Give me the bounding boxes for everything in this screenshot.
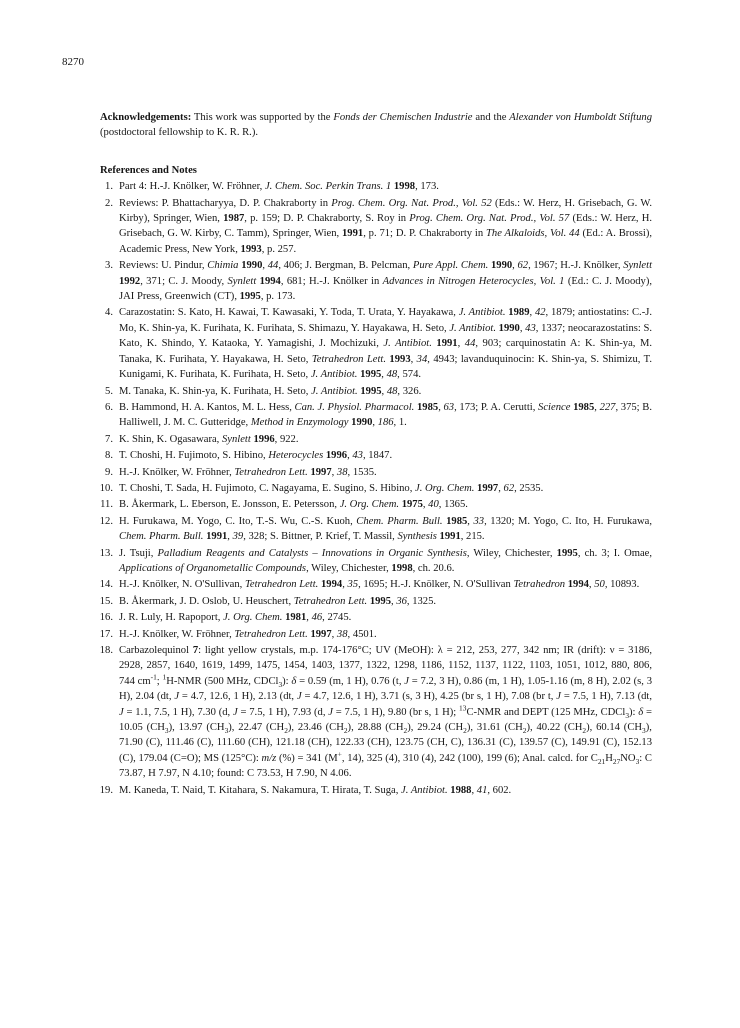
reference-number: 19 . — [94, 783, 113, 798]
reference-number: 8 . — [94, 448, 113, 463]
reference-number: 9 . — [94, 465, 113, 480]
reference-text: Reviews: U. Pindur, Chimia 1990, 44, 406; J. Bergman, B. Pelcman, Pure Appl. Chem. 1990, 62, 1967; H.-J. Knölker, Synlett 1992, 371; C. J. Moody, Synlett 1994, 681; H.-J. Knölker in Advances in Nitrogen Heterocycles, Vol. 1 (Ed.: C. J. Moody), JAI Press, Greenwich (CT), 1995, p. 173. — [119, 260, 653, 303]
reference-item — [100, 305, 652, 382]
reference-number: 5 . — [94, 384, 113, 399]
references-title: References and Notes — [100, 164, 197, 176]
reference-text: J. R. Luly, H. Rapoport, J. Org. Chem. 1981, 46, 2745. — [119, 612, 352, 624]
reference-text: Carazostatin: S. Kato, H. Kawai, T. Kawasaki, Y. Toda, T. Urata, Y. Hayakawa, J. Antibiot. 1989, 42, 1879; antiostatins: C.-J. Mo, K. Shin-ya, K. Furihata, K. Furihata, S. Shimazu, Y. Hayakawa, H. Seto, J. Antibiot. 1990, 43, 1337; neocarazostatins: S. Kato, K. Shindo, Y. Kataoka, Y. Yamagishi, J. Mochizuki, J. Antibiot. 1991, 44, 903; carquinostatin A: K. Shin-ya, M. Tanaka, K. Furihata, Y. Hayakawa, H. Seto, Tetrahedron Lett. 1993, 34, 4943; lavanduquinocin: K. Shin-ya, S. Shimizu, T. Kunigami, K. Furihata, K. Furihata, H. Seto, J. Antibiot. 1995, 48, 574. — [119, 307, 653, 381]
reference-item — [100, 514, 652, 545]
reference-number: 12 . — [94, 514, 113, 529]
reference-item — [100, 610, 652, 625]
reference-item — [100, 577, 652, 592]
acknowledgements-paragraph — [100, 110, 652, 141]
reference-text: B. Åkermark, L. Eberson, E. Jonsson, E. Petersson, J. Org. Chem. 1975, 40, 1365. — [119, 499, 468, 511]
reference-number: 7 . — [94, 432, 113, 447]
reference-item — [100, 400, 652, 431]
page-content — [100, 110, 652, 799]
acknowledgements-text: and the — [472, 112, 510, 123]
reference-number: 17 . — [94, 627, 113, 642]
reference-text: M. Tanaka, K. Shin-ya, K. Furihata, H. Seto, J. Antibiot. 1995, 48, 326. — [119, 385, 422, 397]
reference-number: 18 . — [94, 643, 113, 658]
reference-text: H. Furukawa, M. Yogo, C. Ito, T.-S. Wu, C.-S. Kuoh, Chem. Pharm. Bull. 1985, 33, 1320; M. Yogo, C. Ito, H. Furukawa, Chem. Pharm. Bull. 1991, 39, 328; S. Bittner, P. Krief, T. Massil, Synthesis 1991, 215. — [119, 515, 652, 543]
reference-text: T. Choshi, T. Sada, H. Fujimoto, C. Nagayama, E. Sugino, S. Hibino, J. Org. Chem. 1997, 62, 2535. — [119, 482, 544, 494]
reference-item — [100, 497, 652, 512]
reference-item — [100, 783, 652, 798]
reference-text: Part 4: H.-J. Knölker, W. Fröhner, J. Chem. Soc. Perkin Trans. 1 1998, 173. — [119, 181, 439, 193]
reference-item — [100, 643, 652, 782]
reference-text: B. Hammond, H. A. Kantos, M. L. Hess, Can. J. Physiol. Pharmacol. 1985, 63, 173; P. A. Cerutti, Science 1985, 227, 375; B. Halliwell, J. M. C. Gutteridge, Method in Enzymology 1990, 186, 1. — [119, 401, 652, 429]
reference-text: M. Kaneda, T. Naid, T. Kitahara, S. Nakamura, T. Hirata, T. Suga, J. Antibiot. 1988, 41, 602. — [119, 784, 512, 796]
page-number: 8270 — [62, 56, 84, 68]
reference-number: 11 . — [94, 497, 113, 512]
reference-text: H.-J. Knölker, N. O'Sullivan, Tetrahedron Lett. 1994, 35, 1695; H.-J. Knölker, N. O'Sullivan Tetrahedron 1994, 50, 10893. — [119, 579, 640, 591]
reference-item — [100, 546, 652, 577]
acknowledgements-text: This work was supported by the — [191, 112, 334, 123]
acknowledgements-text: (postdoctoral fellowship to K. R. R.). — [100, 127, 259, 139]
reference-item — [100, 196, 652, 258]
reference-item — [100, 384, 652, 399]
reference-number: 1 . — [94, 179, 113, 194]
reference-text: T. Choshi, H. Fujimoto, S. Hibino, Heterocycles 1996, 43, 1847. — [119, 450, 393, 462]
reference-item — [100, 465, 652, 480]
reference-number: 15 . — [94, 594, 113, 609]
reference-number: 14 . — [94, 577, 113, 592]
reference-item — [100, 179, 652, 194]
reference-number: 13 . — [94, 546, 113, 561]
reference-item — [100, 481, 652, 496]
reference-item — [100, 448, 652, 463]
reference-number: 3 . — [94, 258, 113, 273]
reference-item — [100, 627, 652, 642]
reference-number: 6 . — [94, 400, 113, 415]
reference-item — [100, 432, 652, 447]
reference-item — [100, 594, 652, 609]
reference-text: H.-J. Knölker, W. Fröhner, Tetrahedron Lett. 1997, 38, 4501. — [119, 628, 377, 640]
reference-item — [100, 258, 652, 304]
reference-text: Carbazolequinol 7: light yellow crystals, m.p. 174-176°C; UV (MeOH): λ = 212, 253, 277, 342 nm; IR (drift): ν = 3186, 2928, 2857, 1640, 1619, 1499, 1475, 1454, 1403, 1377, 1322, 1298, 1186, 1152, 1137, 1122, 1103, 1051, 1012, 880, 806, 744 $cm^{-1}$; $^1$H-NMR (500 MHz, CDCl$_3$): δ = 0.59 (m, 1 H), 0.76 (t, J = 7.2, 3 H), 0.86 (m, 1 H), 1.05-1.16 (m, 8 H), 2.02 (s, 3 H), 2.04 (dt, J = 4.7, 12.6, 1 H), 2.13 (dt, J = 4.7, 12.6, 1 H), 3.71 (s, 3 H), 4.25 (br s, 1 H), 7.08 (br t, J = 7.5, 1 H), 7.13 (dt, J = 1.1, 7.5, 1 H), 7.30 (d, J = 7.5, 1 H), 7.93 (d, J = 7.5, 1 H), 9.80 (br s, 1 H); $^{13}$C-NMR and DEPT (125 MHz, CDCl$_3$): δ = 10.05 $(CH_3)$, 13.97 $(CH_3)$, 22.47 $(CH_2)$, 23.46 $(CH_2)$, 28.88 $(CH_2)$, 29.24 $(CH_2)$, 31.61 $(CH_2)$, 40.22 $(CH_2)$, 60.14 $(CH_3)$, 71.90 (C), 111.46 (C), 111.60 (CH), 121.18 (CH), 122.33 (CH), 123.75 (CH, C), 136.31 (C), 139.57 (C), 149.91 (C), 152.13 (C), 179.04 (C=O); MS (125°C): m/z (%) = 341 (M+, 14), 325 (4), 310 (4), 242 (100), 199 (6); Anal. calcd. for $C_{21}H_{27}NO_3$: C 73.87, H 7.97, N 4.10; found: C 73.53, H 7.90, N 4.06. — [119, 645, 653, 780]
references-list — [100, 179, 652, 798]
reference-number: 4 . — [94, 305, 113, 320]
funding-org: Fonds der Chemischen Industrie — [333, 112, 473, 123]
reference-text: K. Shin, K. Ogasawara, Synlett 1996, 922. — [119, 433, 299, 445]
reference-number: 2 . — [94, 196, 113, 211]
reference-text: B. Åkermark, J. D. Oslob, U. Heuschert, Tetrahedron Lett. 1995, 36, 1325. — [119, 595, 437, 607]
reference-number: 16 . — [94, 610, 113, 625]
reference-number: 10 . — [94, 481, 113, 496]
acknowledgements-heading: Acknowledgements: — [100, 112, 192, 123]
reference-text: J. Tsuji, Palladium Reagents and Catalysts – Innovations in Organic Synthesis, Wiley, Chichester, 1995, ch. 3; I. Omae, Applications of Organometallic Compounds, Wiley, Chichester, 1998, ch. 20.6. — [119, 547, 653, 574]
reference-text: H.-J. Knölker, W. Fröhner, Tetrahedron Lett. 1997, 38, 1535. — [119, 466, 377, 478]
funding-org: Alexander von Humboldt Stiftung — [509, 112, 652, 123]
reference-text: Reviews: P. Bhattacharyya, D. P. Chakraborty in Prog. Chem. Org. Nat. Prod., Vol. 52 (Eds.: W. Herz, H. Grisebach, G. W. Kirby), Springer, Wien, 1987, p. 159; D. P. Chakraborty, S. Roy in Prog. Chem. Org. Nat. Prod., Vol. 57 (Eds.: W. Herz, H. Grisebach, G. W. Kirby, C. Tamm), Springer, Wien, 1991, p. 71; D. P. Chakraborty in The Alkaloids, Vol. 44 (Ed.: A. Brossi), Academic Press, New York, 1993, p. 257. — [119, 197, 652, 255]
